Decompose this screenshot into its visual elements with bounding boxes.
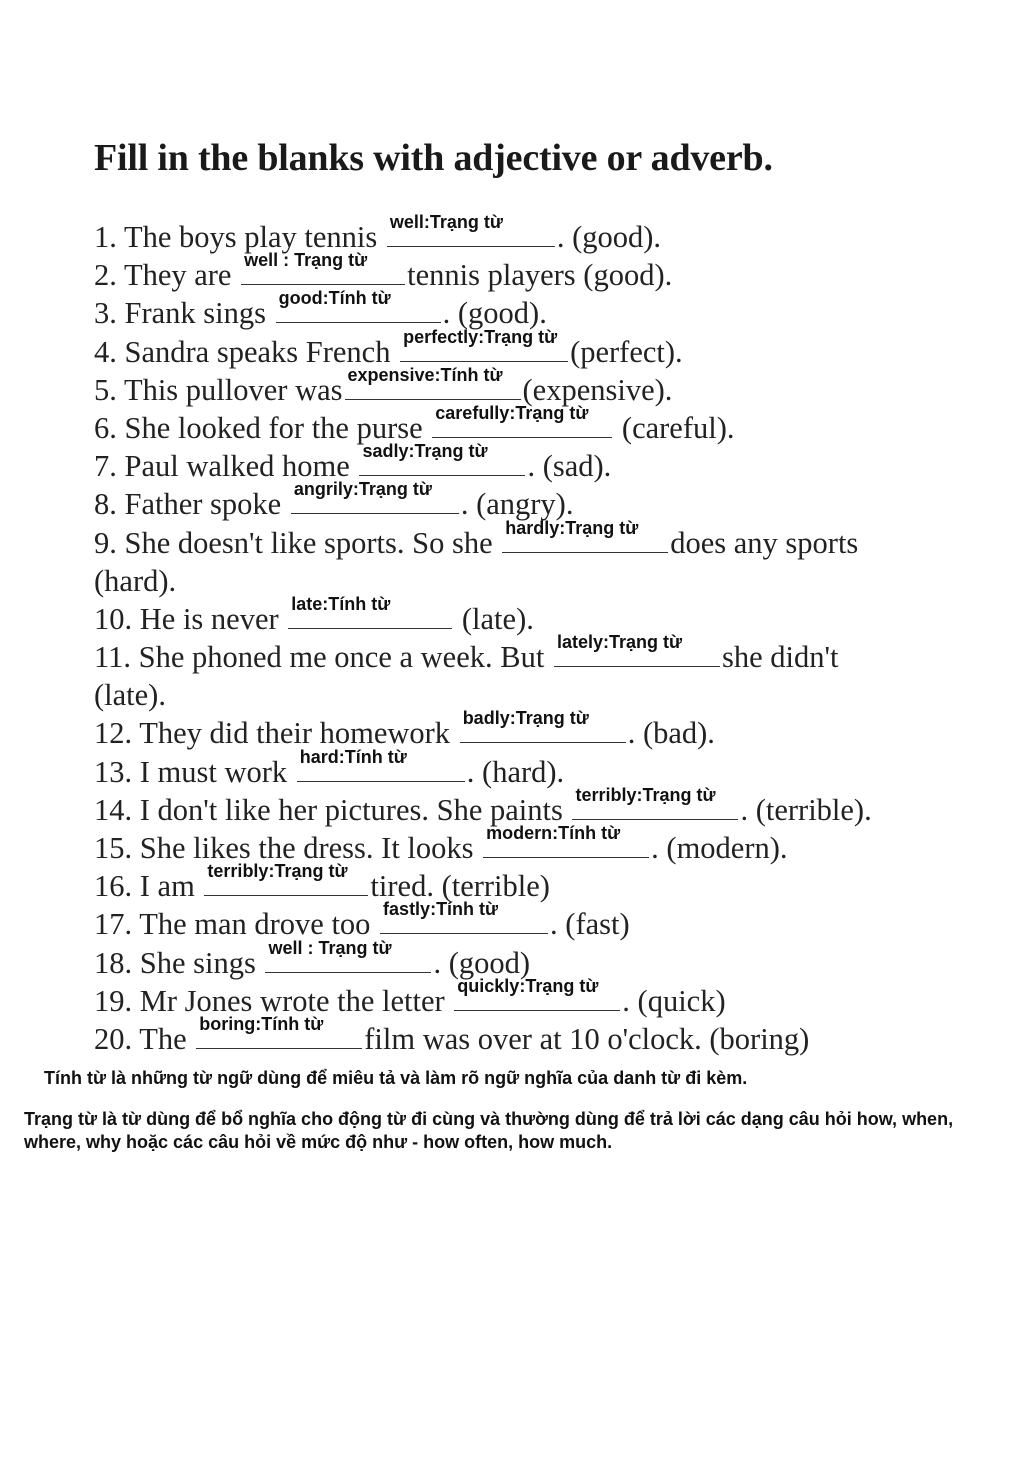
exercise-text: 7. Paul walked home xyxy=(94,449,358,484)
answer-text: quickly:Trạng từ xyxy=(457,975,599,996)
exercise-line xyxy=(94,861,974,905)
exercise-text: 9. She doesn't like sports. So she xyxy=(94,525,501,560)
answer-text: terribly:Trạng từ xyxy=(575,784,716,805)
answer-text: well:Trạng từ xyxy=(389,212,503,232)
exercise-text: 18. She sings xyxy=(94,945,264,980)
answer-text: sadly:Trạng từ xyxy=(362,441,488,462)
answer-text: hardly:Trạng từ xyxy=(505,517,639,538)
answer-text: carefully:Trạng từ xyxy=(435,402,589,423)
exercise-text: . (good). xyxy=(556,220,662,254)
answer-text: hard:Tính từ xyxy=(299,746,407,767)
exercise-text: 5. This pullover was xyxy=(94,372,343,407)
exercise-text: 3. Frank sings xyxy=(94,296,274,331)
answer-blank xyxy=(204,861,368,896)
adjective-definition: Tính từ là những từ ngữ dùng để miêu tả và làm rõ ngữ nghĩa của danh từ đi kèm. xyxy=(44,1068,748,1088)
exercise-line xyxy=(94,517,974,562)
exercise-text: (late). xyxy=(454,601,534,636)
exercise-text: (careful). xyxy=(614,410,735,445)
exercise-text: . (bad). xyxy=(627,716,715,751)
answer-blank xyxy=(276,288,441,323)
exercise-line xyxy=(94,441,974,485)
answer-blank xyxy=(196,1013,362,1049)
exercise-line xyxy=(94,212,974,256)
exercise-text: . (modern). xyxy=(651,831,788,865)
exercise-text: 17. The man drove too xyxy=(94,907,379,942)
exercise-text: . (good) xyxy=(433,945,531,980)
exercise-line xyxy=(94,326,974,371)
answer-text: good:Tính từ xyxy=(278,288,391,309)
exercise-text: (late). xyxy=(94,678,166,713)
exercise-line xyxy=(94,593,974,638)
exercise-line xyxy=(94,899,974,943)
exercise-line xyxy=(94,250,974,294)
exercise-text: . (fast) xyxy=(550,907,630,942)
answer-blank xyxy=(288,593,452,629)
answer-blank xyxy=(359,441,525,476)
answer-blank xyxy=(454,975,620,1011)
exercise-text: 2. They are xyxy=(94,258,240,293)
answer-blank xyxy=(297,746,465,782)
exercise-text: 19. Mr Jones wrote the letter xyxy=(94,983,453,1018)
answer-blank xyxy=(502,517,668,553)
answer-text: expensive:Tính từ xyxy=(347,364,503,385)
exercise-line xyxy=(94,402,974,447)
exercise-line xyxy=(94,708,974,752)
answer-blank xyxy=(483,823,649,858)
answer-blank xyxy=(400,326,568,362)
exercise-text: (perfect). xyxy=(570,334,683,369)
answer-blank xyxy=(241,250,405,285)
exercise-line xyxy=(94,632,974,676)
exercise-text: 6. She looked for the purse xyxy=(94,410,431,445)
answer-blank xyxy=(460,708,626,743)
exercise-text: . (hard). xyxy=(466,754,565,789)
answer-text: terribly:Trạng từ xyxy=(207,861,348,882)
answer-blank xyxy=(387,212,555,247)
answer-text: well : Trạng từ xyxy=(268,937,392,958)
answer-text: modern:Tính từ xyxy=(486,823,621,843)
exercise-text: . (angry). xyxy=(460,487,574,522)
exercise-text: 10. He is never xyxy=(94,601,287,636)
page-title: Fill in the blanks with adjective or adverb. xyxy=(94,137,773,179)
exercise-text: 4. Sandra speaks French xyxy=(94,334,399,369)
exercise-text: does any sports xyxy=(670,525,859,560)
exercise-text: 12. They did their homework xyxy=(94,716,458,751)
answer-text: fastly:Tính từ xyxy=(383,899,499,920)
answer-text: perfectly:Trạng từ xyxy=(403,326,558,347)
exercise-text: . (sad). xyxy=(527,449,612,484)
answer-blank xyxy=(572,784,738,820)
exercise-text: 15. She likes the dress. It looks xyxy=(94,831,482,865)
exercise-text: 11. She phoned me once a week. But xyxy=(94,640,552,675)
exercise-text: . (good). xyxy=(442,296,547,331)
exercise-text: 16. I am xyxy=(94,869,203,904)
exercise-text: she didn't xyxy=(721,640,839,675)
answer-text: badly:Trạng từ xyxy=(462,708,589,729)
exercise-text: 14. I don't like her pictures. She paints xyxy=(94,792,571,827)
exercise-line xyxy=(94,746,974,791)
answer-blank xyxy=(265,937,431,973)
exercise-text: . (quick) xyxy=(622,983,726,1018)
answer-blank xyxy=(432,402,612,438)
answer-text: angrily:Trạng từ xyxy=(293,479,432,500)
exercise-text: 8. Father spoke xyxy=(94,487,289,522)
exercise-text: film was over at 10 o'clock. (boring) xyxy=(364,1021,810,1056)
answer-text: well : Trạng từ xyxy=(244,250,368,271)
answer-text: lately:Trạng từ xyxy=(556,632,683,653)
exercise-text: (hard). xyxy=(94,563,177,598)
answer-text: late:Tính từ xyxy=(291,593,391,614)
answer-blank xyxy=(380,899,548,934)
answer-blank xyxy=(291,479,459,514)
exercise-text: 13. I must work xyxy=(94,754,295,789)
answer-blank xyxy=(554,632,720,667)
exercise-line xyxy=(94,1013,974,1058)
answer-blank xyxy=(345,364,521,400)
adverb-definition: Trạng từ là từ dùng để bổ nghĩa cho động từ đi cùng và thường dùng để trả lời các dạng câu hỏi how, when, where, why hoặc các câu hỏi về mức độ như - how often, how much. xyxy=(24,1109,954,1152)
exercise-line xyxy=(94,562,974,600)
exercise-text: (expensive). xyxy=(522,372,673,407)
answer-text: boring:Tính từ xyxy=(199,1013,324,1034)
exercise-list xyxy=(94,212,974,1058)
exercise-text: 20. The xyxy=(94,1021,195,1056)
exercise-text: tennis players (good). xyxy=(407,258,673,293)
exercise-text: . (terrible). xyxy=(740,792,872,827)
exercise-text: 1. The boys play tennis xyxy=(94,220,385,254)
exercise-text: tired. (terrible) xyxy=(370,869,550,904)
